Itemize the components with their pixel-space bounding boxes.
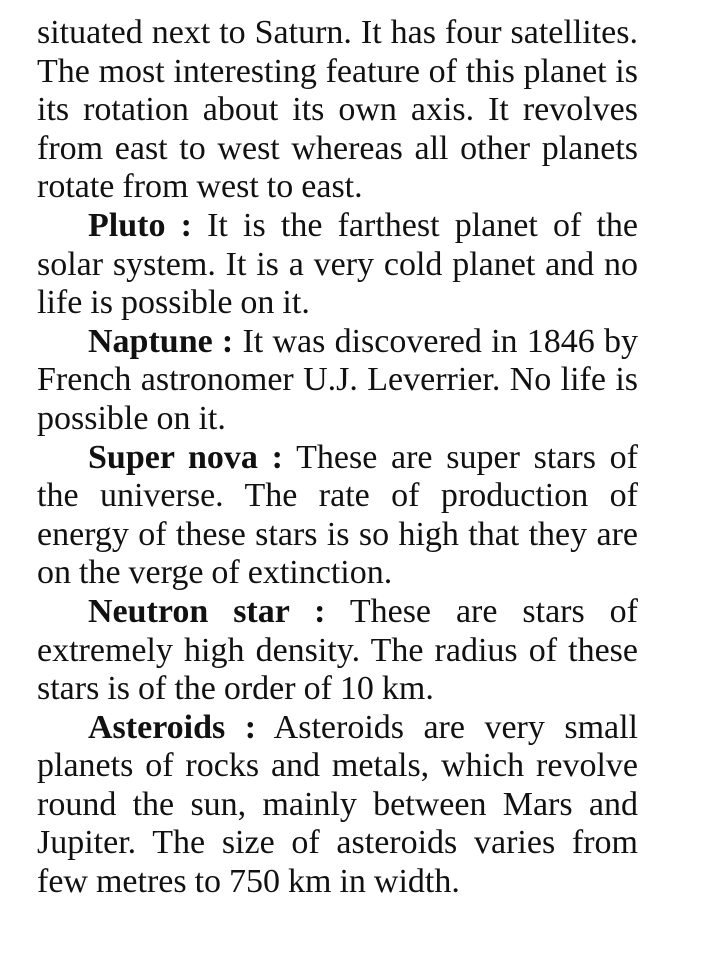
- paragraph-neutron-star: [37, 593, 638, 709]
- paragraph-text: These are super stars of the universe. The rate of production of energy of these stars is so high that they are on the verge of extinction.: [37, 438, 638, 592]
- paragraph-heading-neutron-star: Neutron star :: [88, 592, 326, 630]
- paragraph-text: It is the farthest planet of the solar system. It is a very cold planet and no life is possible on it.: [37, 206, 638, 322]
- paragraph-naptune: [37, 323, 638, 439]
- paragraph-text: Asteroids are very small planets of rocks and metals, which revolve round the sun, mainly between Mars and Jupiter. The size of asteroids varies from few metres to 750 km in width.: [37, 708, 638, 901]
- paragraph-uranus-continued: [37, 14, 638, 207]
- paragraph-heading-naptune: Naptune :: [88, 322, 234, 360]
- paragraph-heading-asteroids: Asteroids :: [88, 708, 257, 746]
- paragraph-text: situated next to Saturn. It has four satellites. The most interesting feature of this planet is its rotation about its own axis. It revolves from east to west whereas all other planets rotate from west to east.: [37, 14, 638, 206]
- paragraph-text: It was discovered in 1846 by French astronomer U.J. Leverrier. No life is possible on it.: [37, 322, 638, 437]
- paragraph-heading-super-nova: Super nova :: [88, 438, 283, 476]
- paragraph-text: These are stars of extremely high density. The radius of these stars is of the order of 10 km.: [37, 592, 638, 708]
- paragraph-super-nova: [37, 439, 638, 593]
- paragraph-heading-pluto: Pluto :: [88, 206, 192, 244]
- paragraph-asteroids: [37, 709, 638, 902]
- paragraph-pluto: [37, 207, 638, 323]
